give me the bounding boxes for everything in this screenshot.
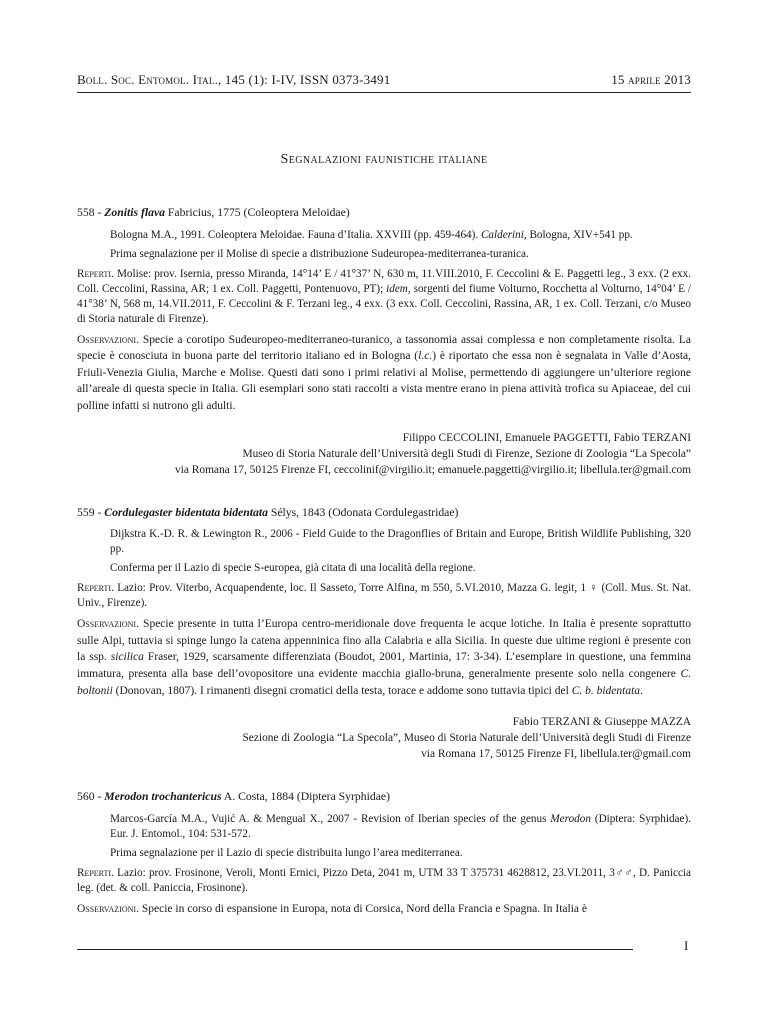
article-body — [77, 205, 691, 917]
osservazioni-italic: l.c. — [418, 350, 433, 363]
osservazioni-italic: C. boltonii — [77, 667, 691, 697]
species-author: A. Costa, 1884 (Diptera Syrphidae) — [223, 790, 390, 804]
reference-text: (Diptera: Syrphidae). Eur. J. Entomol., 104: 531-572. — [110, 812, 692, 840]
reperti-text: Lazio: Prov. Viterbo, Acquapendente, loc. Il Sasseto, Torre Alfina, m 550, 5.VI.2010, Mazza G. legit, 1 ♀ (Coll. Mus. St. Nat. Univ., Firenze). — [77, 582, 691, 610]
reperti-italic: idem, — [386, 282, 411, 295]
osservazioni-text: Specie a corotipo Sudeuropeo-mediterraneo-turanico, a tassonomia assai complessa e non completamente risolta. La specie è conosciuta in buona parte del territorio italiano ed in Bologna ( — [77, 333, 691, 363]
reperti-paragraph — [77, 267, 691, 327]
entry-heading — [77, 505, 691, 522]
reference: Dijkstra K.-D. R. & Lewington R., 2006 - Field Guide to the Dragonflies of Britain and Europe, British Wildlife Publishing, 320 pp. — [110, 528, 691, 556]
author-affiliation: Sezione di Zoologia “La Specola”, Museo di Storia Naturale dell’Università degli Studi di Firenze — [242, 732, 691, 745]
reference-publisher: Calderini, — [480, 228, 527, 241]
reperti-label: Reperti. — [77, 582, 114, 595]
entry-560 — [77, 789, 691, 917]
journal-citation: Boll. Soc. Entomol. Ital., 145 (1): I-IV, ISSN 0373-3491 — [77, 72, 391, 87]
osservazioni-label: Osservazioni. — [77, 902, 139, 915]
species-author: Sélys, 1843 (Odonata Cordulegastridae) — [270, 505, 459, 519]
footer-rule — [77, 949, 633, 950]
reperti-text: sorgenti del fiume Volturno, Rocchetta al Volturno, 14°04’ E / 41°38’ N, 568 m, 14.VII.2011, F. Ceccolini & F. Terzani leg., 4 exx. (3 exx. Coll. Ceccolini, Rassina, AR, 1 ex. Coll. Terzani, c/o Museo di Storia naturale di Firenze). — [77, 282, 692, 325]
reference-italic: Merodon — [550, 812, 591, 825]
osservazioni-paragraph — [77, 901, 691, 918]
reference-text: Marcos-García M.A., Vujić A. & Mengual X., 2007 - Revision of Iberian species of the genus — [110, 812, 547, 825]
species-name: Merodon trochantericus — [104, 790, 222, 804]
species-name: Cordulegaster bidentata bidentata — [104, 505, 268, 519]
author-signature — [77, 430, 691, 478]
author-signature — [77, 714, 691, 762]
author-names: Fabio TERZANI & Giuseppe MAZZA — [512, 716, 691, 729]
record-note: Prima segnalazione per il Lazio di specie distribuita lungo l’area mediterranea. — [110, 846, 463, 859]
entry-number: 559 - — [77, 505, 102, 519]
osservazioni-paragraph — [77, 332, 691, 415]
osservazioni-italic: C. b. bidentata — [571, 684, 641, 697]
species-author: Fabricius, 1775 (Coleoptera Meloidae) — [167, 206, 350, 219]
osservazioni-label: Osservazioni. — [77, 618, 139, 631]
reperti-paragraph — [77, 866, 691, 896]
osservazioni-italic: sicilica — [110, 651, 144, 664]
entry-559 — [77, 505, 691, 763]
osservazioni-text: (Donovan, 1807). I rimanenti disegni cromatici della testa, torace e addome sono tuttavia tipici del — [115, 684, 569, 697]
species-name: Zonitis flava — [104, 206, 165, 219]
issue-date: 15 aprile 2013 — [611, 72, 691, 87]
osservazioni-text: . — [640, 684, 643, 697]
osservazioni-text: Specie in corso di espansione in Europa, nota di Corsica, Nord della Francia e Spagna. In Italia è — [141, 902, 588, 915]
reperti-label: Reperti. — [77, 866, 114, 879]
osservazioni-paragraph — [77, 616, 691, 699]
running-header — [77, 72, 691, 88]
page-number: I — [684, 938, 689, 953]
entry-number: 560 - — [77, 790, 102, 804]
reperti-text: Lazio: prov. Frosinone, Veroli, Monti Ernici, Pizzo Deta, 2041 m, UTM 33 T 375731 4628812, 23.VI.2011, 3♂♂, D. Paniccia leg. (det. & coll. Paniccia, Frosinone). — [77, 866, 691, 894]
reference-text: Bologna, XIV+541 pp. — [529, 228, 633, 241]
reference-text: Bologna M.A., 1991. Coleoptera Meloidae. Fauna d’Italia. XXVIII (pp. 459-464). — [110, 228, 479, 241]
entry-558 — [77, 205, 691, 478]
header-rule — [77, 92, 691, 93]
author-address: via Romana 17, 50125 Firenze FI, libellula.ter@gmail.com — [421, 748, 691, 761]
record-note: Prima segnalazione per il Molise di specie a distribuzione Sudeuropea-mediterranea-turanica. — [110, 247, 529, 260]
entry-heading — [77, 205, 691, 222]
record-note: Conferma per il Lazio di specie S-europea, già citata di una località della regione. — [110, 562, 476, 575]
reperti-text: Molise: prov. Isernia, presso Miranda, 14°14’ E / 41°37’ N, 630 m, 11.VIII.2010, F. Ceccolini & E. Paggetti leg., 3 exx. (2 exx. Coll. Ceccolini, Rassina, AR; 1 ex. Coll. Paggetti, Pontenuovo, PT); — [77, 267, 691, 295]
reperti-paragraph — [77, 581, 691, 611]
osservazioni-text: Fraser, 1929, scarsamente differenziata (Boudot, 2001, Martinia, 17: 3-34). L’esemplare in questione, una femmina immatura, presenta alla base dell’ovopositore una evidente macchia giallo-bruna, generalmente presente solo nella congenere — [77, 651, 692, 680]
entry-number: 558 - — [77, 206, 102, 219]
reference — [110, 228, 691, 243]
author-names: Filippo CECCOLINI, Emanuele PAGGETTI, Fabio TERZANI — [402, 431, 691, 444]
reperti-label: Reperti. — [77, 267, 114, 280]
author-address: via Romana 17, 50125 Firenze FI, ceccolinif@virgilio.it; emanuele.paggetti@virgilio.it; libellula.ter@gmail.com — [175, 463, 691, 476]
section-title: Segnalazioni faunistiche italiane — [280, 152, 488, 167]
osservazioni-text: Specie presente in tutta l’Europa centro-meridionale dove frequenta le acque lotiche. In Italia è presente soprattutto sulle Alpi, tuttavia si spinge lungo la catena appenninica fino alla Calabria e alla Sicilia. In queste due ultime regioni è presente con la ssp. — [77, 618, 692, 664]
osservazioni-text: ) è riportato che essa non è segnalata in Valle d’Aosta, Friuli-Venezia Giulia, Marche e Molise. Questi dati sono i primi relativi al Molise, permettendo di aggiungere un’ulteriore regione all’areale di questa specie in Italia. Gli esemplari sono stati raccolti a vista mentre erano in piena attività trofica su Apiaceae, del cui polline infatti si nutrono gli adulti. — [77, 350, 692, 412]
entry-heading — [77, 789, 691, 806]
reference — [110, 812, 691, 842]
osservazioni-label: Osservazioni. — [77, 333, 139, 346]
author-affiliation: Museo di Storia Naturale dell’Università degli Studi di Firenze, Sezione di Zoologia “La Specola” — [242, 447, 691, 460]
